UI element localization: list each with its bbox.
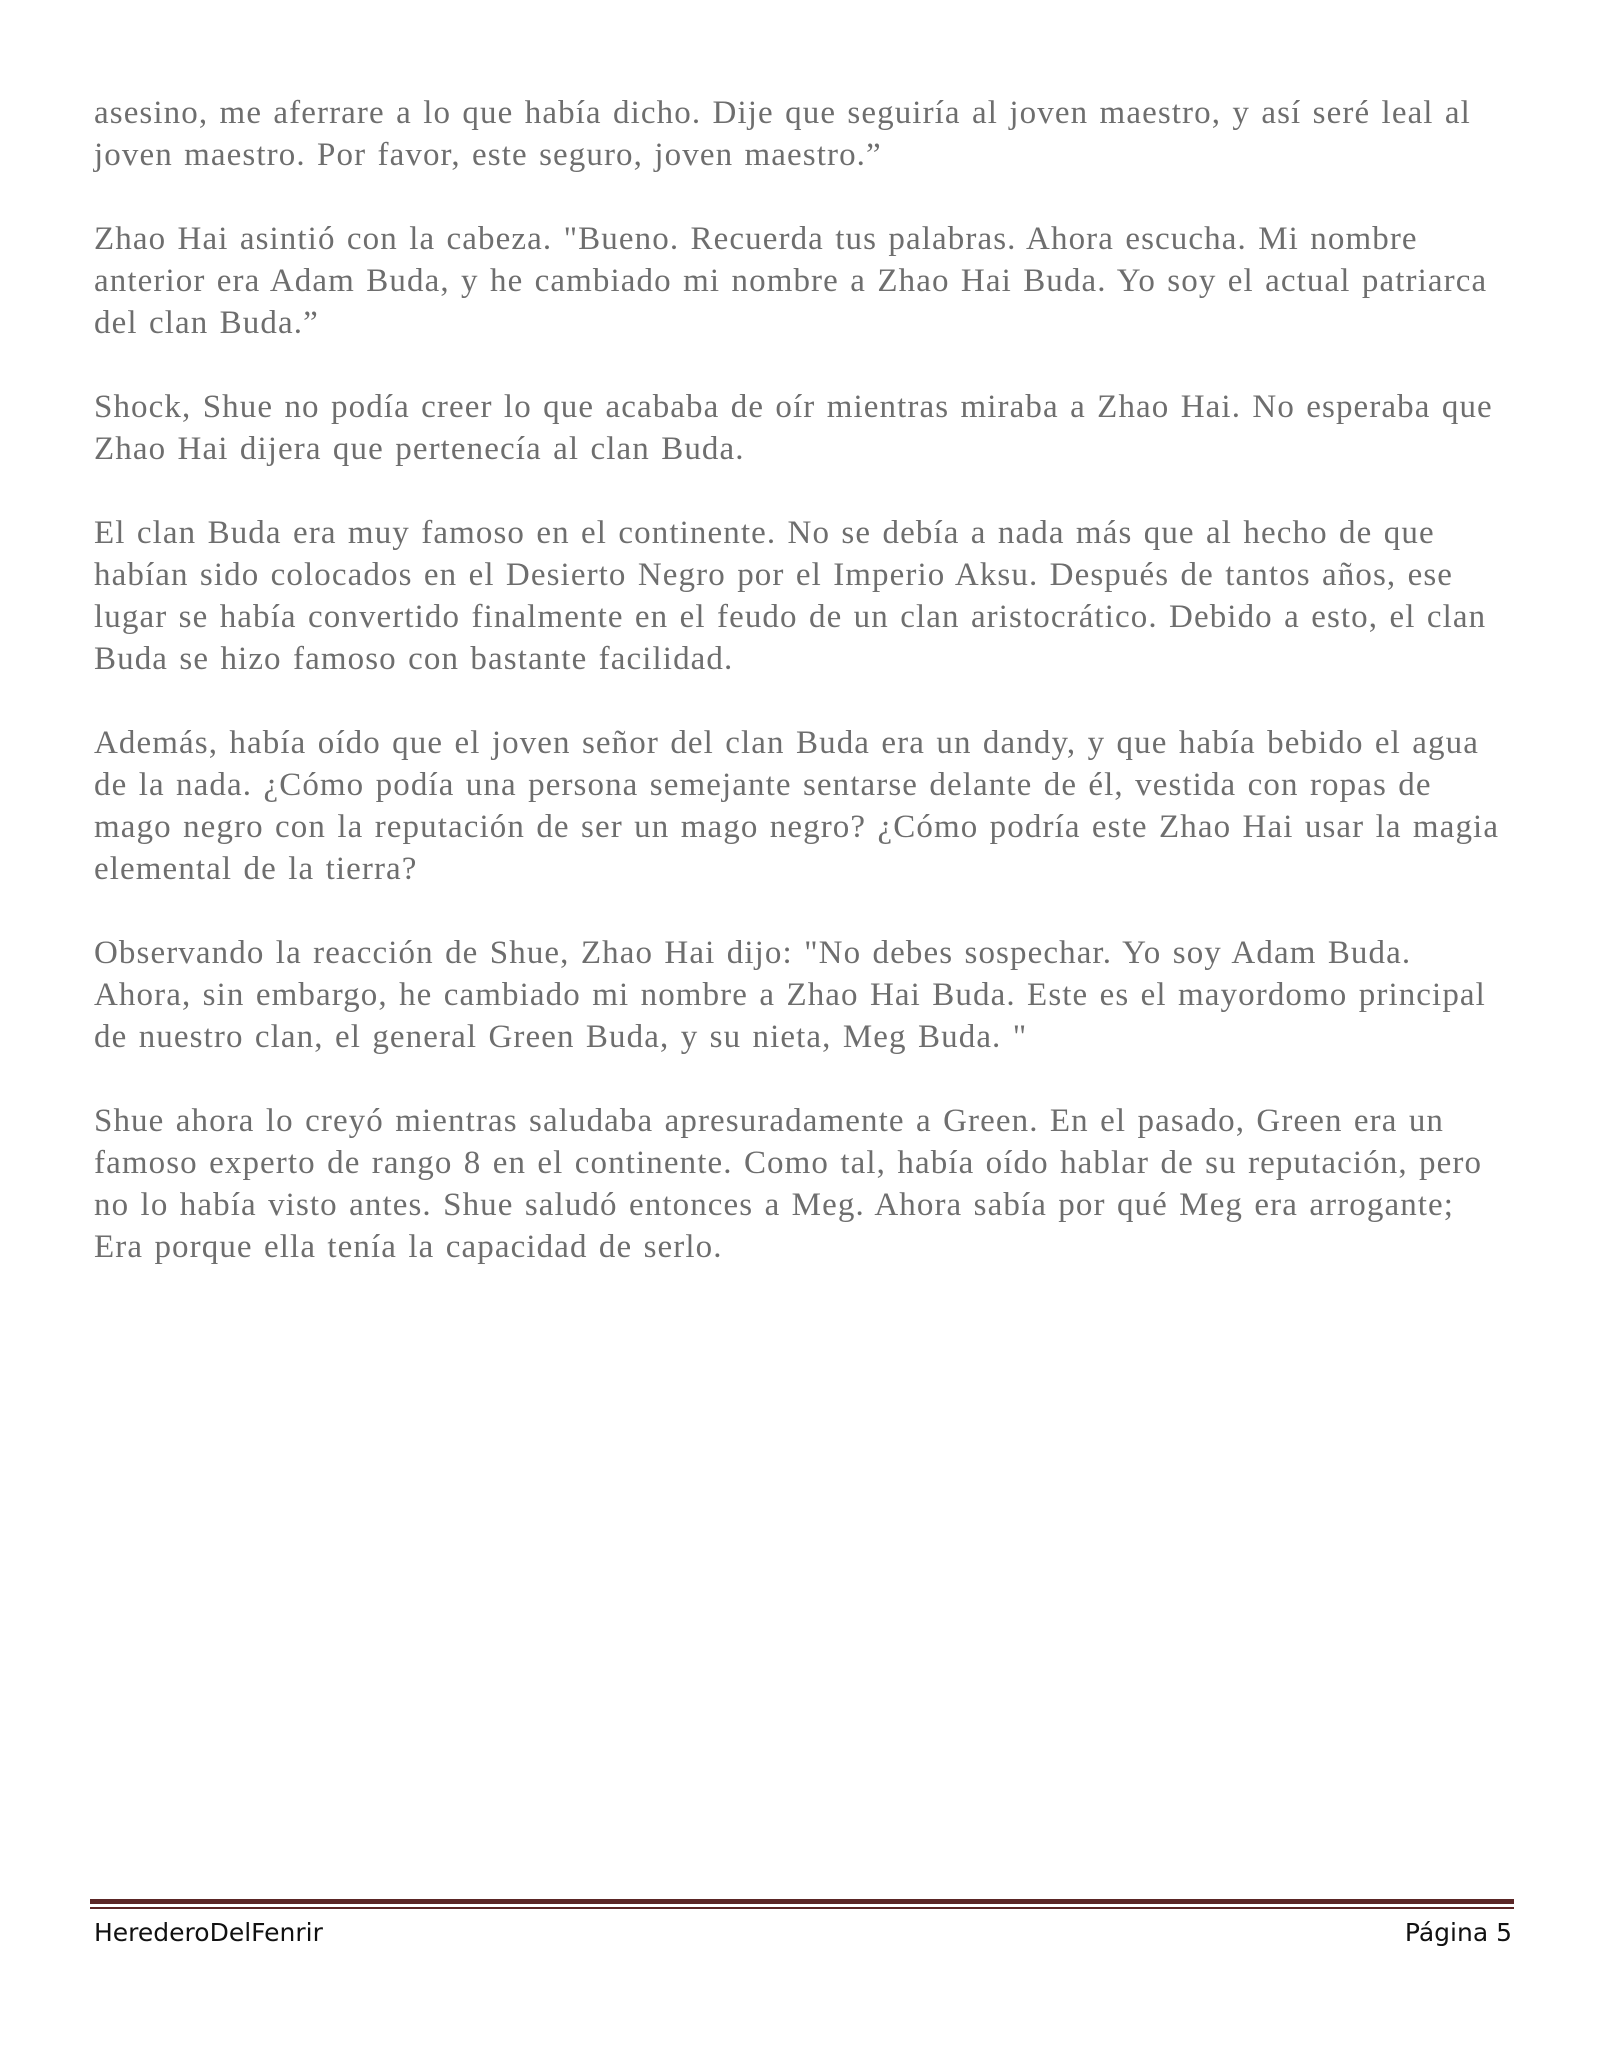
paragraph-5: Además, había oído que el joven señor del clan Buda era un dandy, y que había bebido el agua de la nada. ¿Cómo podía una persona semejante sentarse delante de él, vestida con ropas de mago negro con la reputación de ser un mago negro? ¿Cómo podría este Zhao Hai usar la magia elemental de la tierra?	[94, 725, 1500, 887]
paragraph-2: Zhao Hai asintió con la cabeza. "Bueno. Recuerda tus palabras. Ahora escucha. Mi nombre anterior era Adam Buda, y he cambiado mi nombre a Zhao Hai Buda. Yo soy el actual patriarca del clan Buda.”	[94, 221, 1488, 341]
paragraph-3: Shock, Shue no podía creer lo que acababa de oír mientras miraba a Zhao Hai. No esperaba que Zhao Hai dijera que pertenecía al clan Buda.	[94, 389, 1493, 467]
footer-page-number: Página 5	[1404, 1918, 1512, 1947]
paragraph-6: Observando la reacción de Shue, Zhao Hai dijo: "No debes sospechar. Yo soy Adam Buda. Ahora, sin embargo, he cambiado mi nombre a Zhao Hai Buda. Este es el mayordomo principal de nuestro clan, el general Green Buda, y su nieta, Meg Buda. "	[94, 935, 1486, 1055]
footer-author: HerederoDelFenrir	[94, 1918, 323, 1947]
footer-rule-thick	[90, 1899, 1514, 1904]
paragraph-7: Shue ahora lo creyó mientras saludaba apresuradamente a Green. En el pasado, Green era un famoso experto de rango 8 en el continente. Como tal, había oído hablar de su reputación, pero no lo había visto antes. Shue saludó entonces a Meg. Ahora sabía por qué Meg era arrogante; Era porque ella tenía la capacidad de serlo.	[94, 1103, 1483, 1265]
body-text	[94, 92, 1514, 1310]
footer-rule	[90, 1899, 1514, 1911]
paragraph-4: El clan Buda era muy famoso en el continente. No se debía a nada más que al hecho de que habían sido colocados en el Desierto Negro por el Imperio Aksu. Después de tantos años, ese lugar se había convertido finalmente en el feudo de un clan aristocrático. Debido a esto, el clan Buda se hizo famoso con bastante facilidad.	[94, 515, 1487, 677]
paragraph-1: asesino, me aferrare a lo que había dicho. Dije que seguiría al joven maestro, y así seré leal al joven maestro. Por favor, este seguro, joven maestro.”	[94, 95, 1471, 173]
footer-rule-thin	[90, 1907, 1514, 1909]
